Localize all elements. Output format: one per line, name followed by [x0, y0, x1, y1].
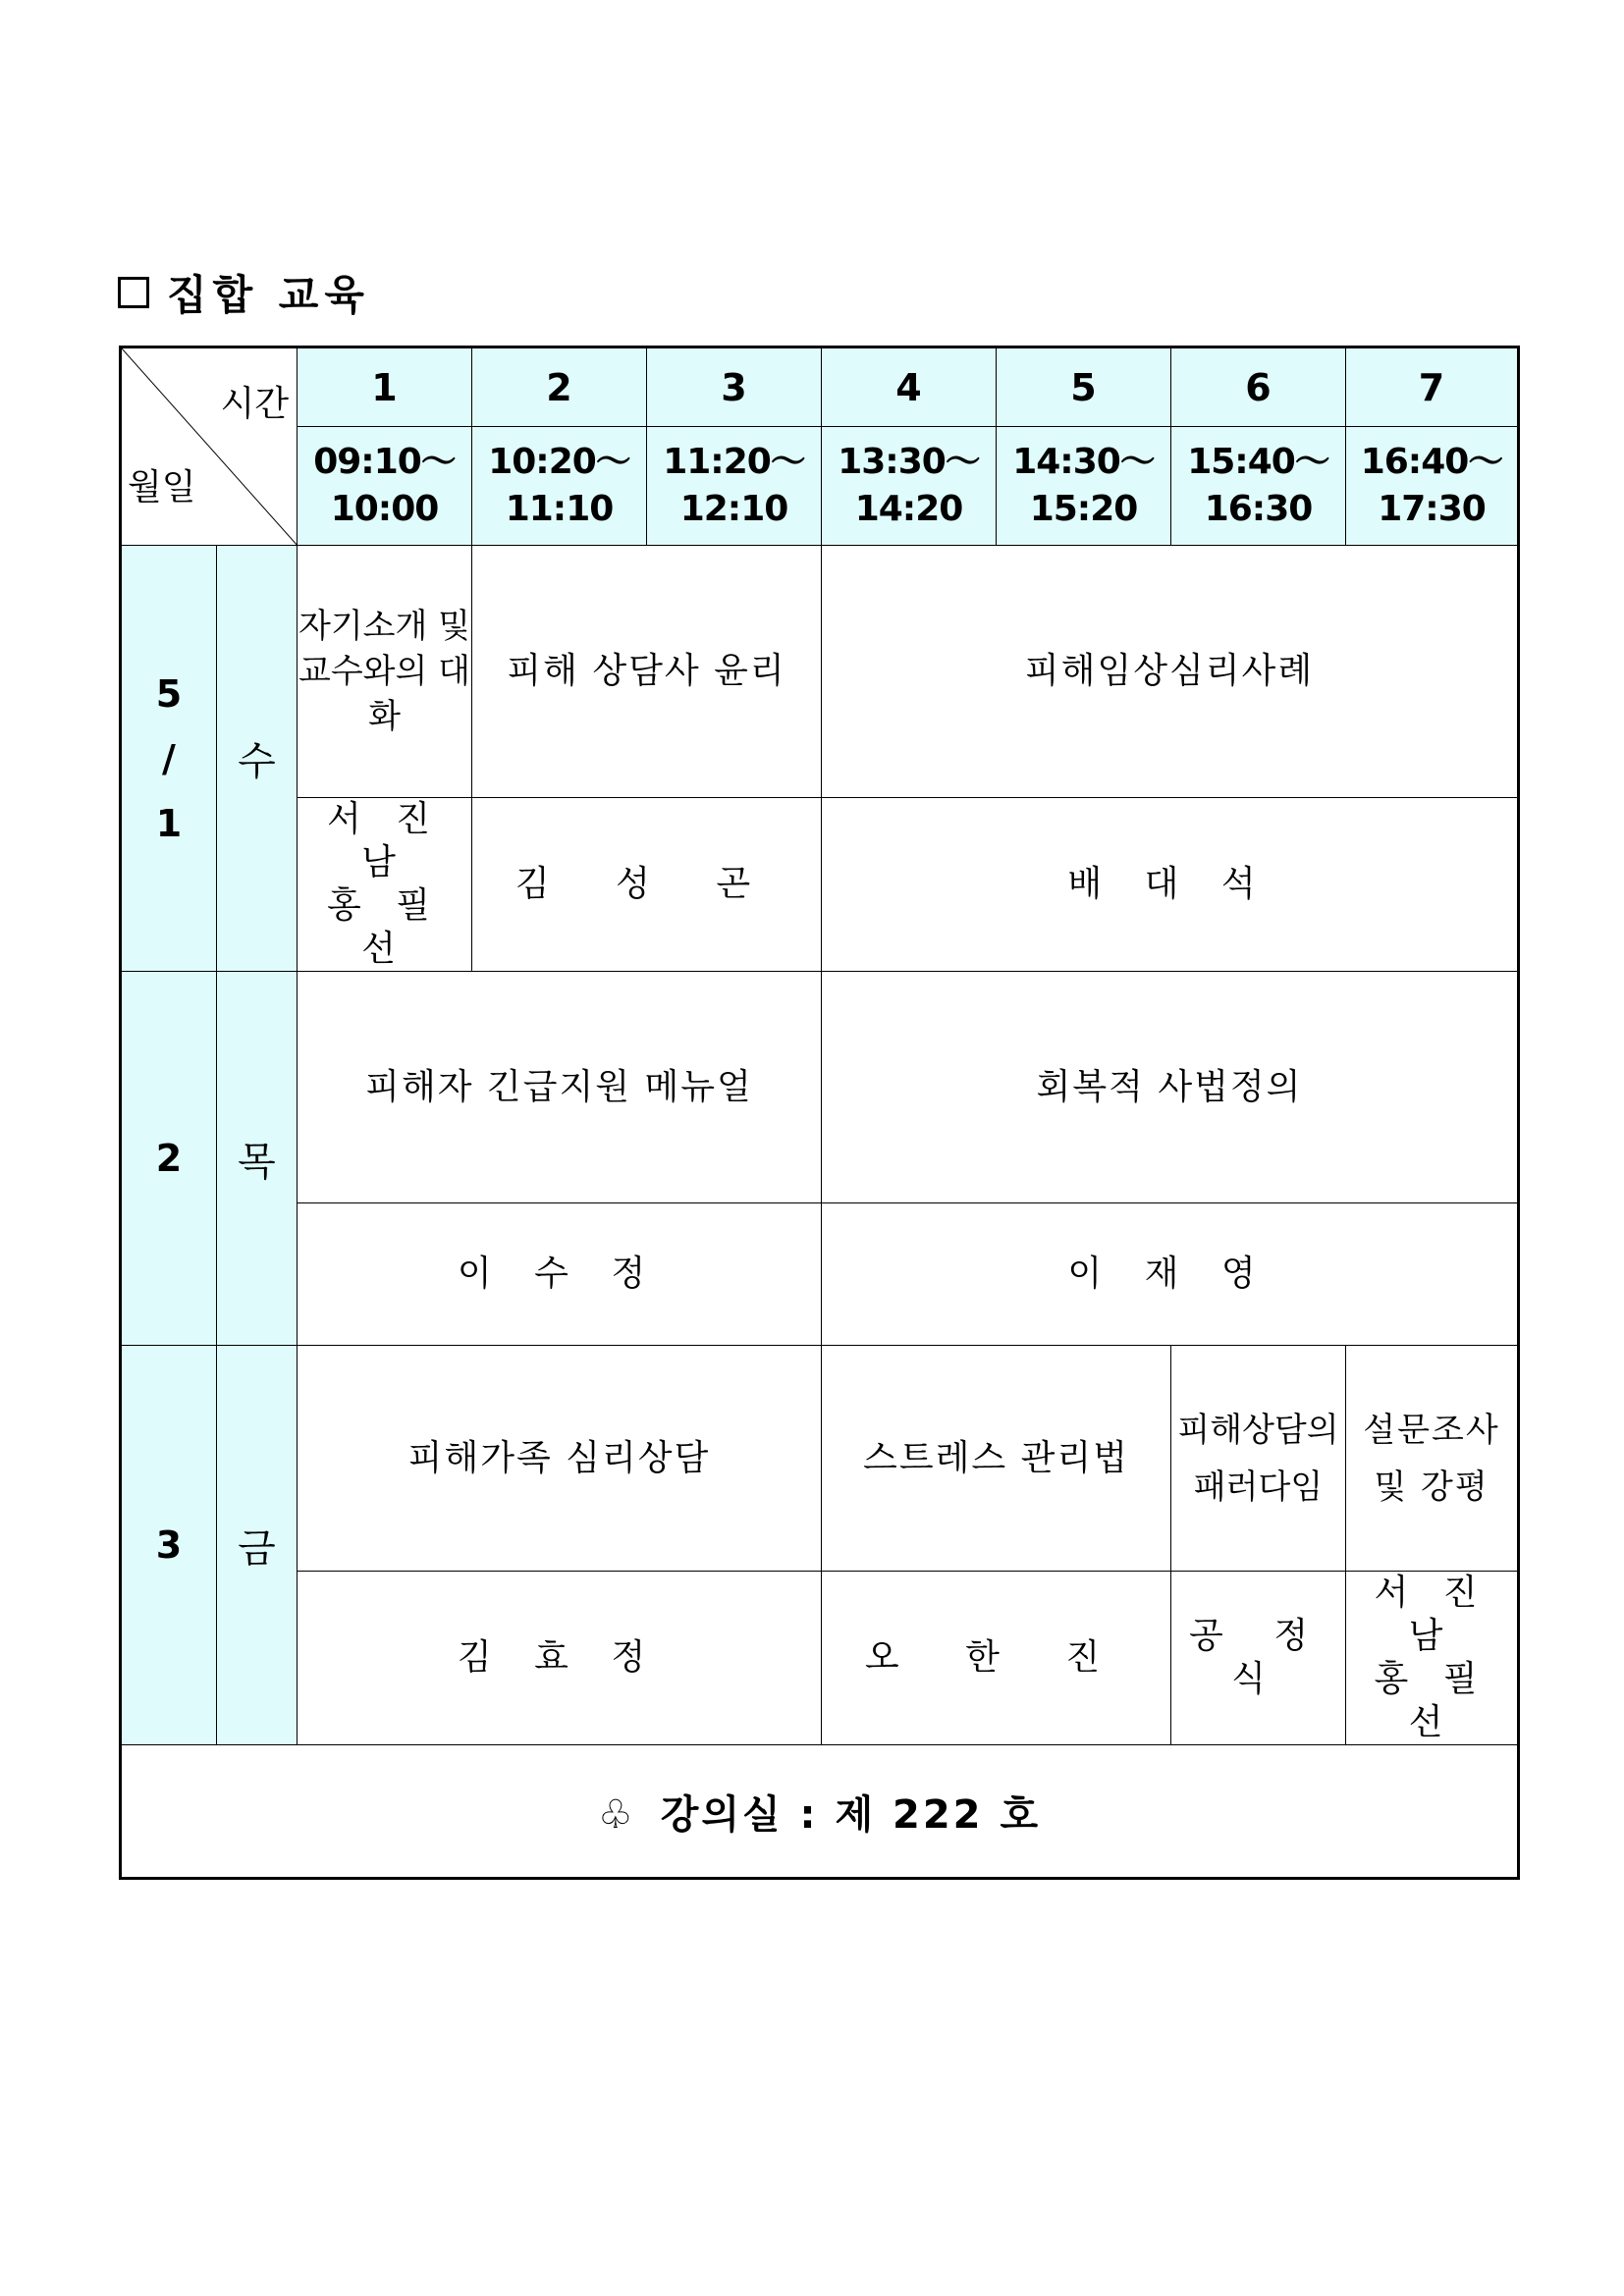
instructor-cell: 오 한 진 — [822, 1572, 1171, 1745]
subject-cell: 피해자 긴급지원 메뉴얼 — [298, 972, 822, 1203]
period-header: 2 — [472, 347, 647, 427]
time-start: 10:20～ — [488, 442, 630, 482]
header-corner-cell — [121, 347, 298, 546]
time-start: 15:40～ — [1187, 442, 1329, 482]
date-cell — [121, 546, 217, 972]
time-start: 14:30～ — [1012, 442, 1155, 482]
classroom-footer — [121, 1745, 1519, 1879]
time-end: 17:30 — [1378, 489, 1486, 529]
date-cell: 2 — [121, 972, 217, 1346]
instructor-cell: 이 수 정 — [298, 1203, 822, 1346]
time-end: 12:10 — [679, 489, 788, 529]
instructor-cell — [1346, 1572, 1519, 1745]
instructor-cell: 김 성 곤 — [472, 798, 822, 972]
instructor-name: 홍 필 선 — [1374, 1659, 1489, 1742]
instructor-cell: 공 정 식 — [1171, 1572, 1346, 1745]
time-start: 09:10～ — [313, 442, 456, 482]
subject-cell: 피해가족 심리상담 — [298, 1346, 822, 1572]
subject-line: 및 강평 — [1374, 1467, 1489, 1507]
subject-line: 자기소개 및 — [298, 607, 471, 646]
time-end: 15:20 — [1029, 489, 1138, 529]
corner-date-label: 월일 — [128, 467, 196, 507]
instructor-name: 서 진 남 — [327, 799, 442, 882]
period-header: 6 — [1171, 347, 1346, 427]
period-header: 3 — [647, 347, 822, 427]
subject-cell: 피해 상담사 윤리 — [472, 546, 822, 798]
period-header: 1 — [298, 347, 472, 427]
time-header — [647, 427, 822, 546]
weekday-cell: 금 — [217, 1346, 298, 1745]
section-title: 집합 교육 — [167, 271, 370, 319]
time-header — [997, 427, 1171, 546]
date-cell: 3 — [121, 1346, 217, 1745]
time-end: 10:00 — [330, 489, 439, 529]
time-header — [1171, 427, 1346, 546]
period-header: 7 — [1346, 347, 1519, 427]
subject-cell — [1346, 1346, 1519, 1572]
subject-line: 패러다임 — [1193, 1467, 1324, 1507]
time-start: 11:20～ — [663, 442, 805, 482]
subject-cell: 피해임상심리사례 — [822, 546, 1519, 798]
time-start: 13:30～ — [838, 442, 980, 482]
classroom-text: 강의실 : 제 222 호 — [660, 1791, 1042, 1838]
instructor-name: 서 진 남 — [1374, 1573, 1489, 1656]
time-start: 16:40～ — [1360, 442, 1503, 482]
date-part: 1 — [155, 801, 183, 845]
subject-line: 피해상담의 — [1177, 1410, 1339, 1450]
subject-cell: 회복적 사법정의 — [822, 972, 1519, 1203]
instructor-cell: 이 재 영 — [822, 1203, 1519, 1346]
date-part: / — [162, 736, 176, 780]
corner-time-label: 시간 — [220, 384, 289, 424]
empty-square-icon — [118, 277, 149, 308]
time-header — [1346, 427, 1519, 546]
period-header: 4 — [822, 347, 997, 427]
time-end: 11:10 — [505, 489, 614, 529]
time-end: 14:20 — [854, 489, 963, 529]
club-icon: ♧ — [597, 1791, 636, 1838]
period-header: 5 — [997, 347, 1171, 427]
time-header — [298, 427, 472, 546]
subject-line: 설문조사 — [1363, 1410, 1500, 1450]
weekday-cell: 수 — [217, 546, 298, 972]
section-heading — [118, 263, 370, 322]
time-header — [822, 427, 997, 546]
date-part: 5 — [155, 671, 183, 716]
weekday-cell: 목 — [217, 972, 298, 1346]
time-header — [472, 427, 647, 546]
instructor-name: 홍 필 선 — [327, 885, 442, 969]
subject-line: 교수와의 대화 — [298, 652, 471, 736]
instructor-cell — [298, 798, 472, 972]
instructor-cell: 배 대 석 — [822, 798, 1519, 972]
time-end: 16:30 — [1204, 489, 1313, 529]
schedule-table — [119, 346, 1520, 1880]
subject-cell — [298, 546, 472, 798]
subject-cell: 스트레스 관리법 — [822, 1346, 1171, 1572]
instructor-cell: 김 효 정 — [298, 1572, 822, 1745]
subject-cell — [1171, 1346, 1346, 1572]
